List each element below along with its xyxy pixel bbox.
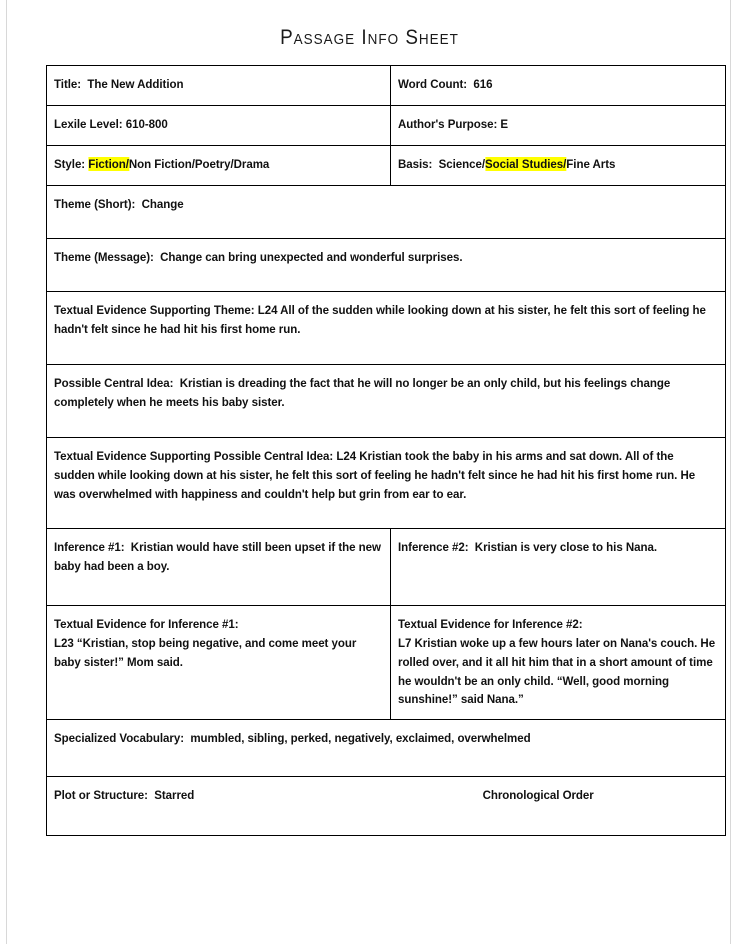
evidence-inference-1-label: Textual Evidence for Inference #1:	[54, 617, 239, 631]
cell-authors-purpose	[391, 106, 726, 146]
cell-lexile	[47, 106, 391, 146]
cell-evidence-inference-1	[47, 606, 391, 720]
cell-theme-short	[47, 186, 726, 239]
table-row-theme-short	[47, 186, 726, 239]
cell-title	[47, 66, 391, 106]
word-count-value: 616	[473, 77, 493, 91]
plot-structure-label: Plot or Structure:	[54, 788, 148, 802]
plot-structure-right-value: Chronological Order	[482, 788, 594, 802]
word-count-label: Word Count:	[398, 77, 468, 91]
cell-evidence-theme-text	[54, 301, 717, 339]
cell-vocabulary	[47, 720, 726, 777]
table-row-central-idea	[47, 365, 726, 438]
cell-theme-message-text	[54, 248, 717, 267]
cell-evidence-central-idea-text	[54, 447, 717, 504]
theme-message-label: Theme (Message):	[54, 250, 154, 264]
central-idea-value: Kristian is dreading the fact that he will no longer be an only child, but his feelings change completely when he meets his baby sister.	[54, 376, 671, 409]
title-label: Title:	[54, 77, 82, 91]
inference-1-value: Kristian would have still been upset if the new baby had been a boy.	[54, 540, 381, 573]
cell-evidence-theme	[47, 292, 726, 365]
vocabulary-value: mumbled, sibling, perked, negatively, exclaimed, overwhelmed	[190, 731, 531, 745]
lexile-value: 610-800	[125, 117, 168, 131]
cell-lexile-text	[54, 115, 382, 134]
basis-suffix: Fine Arts	[566, 157, 616, 171]
theme-short-value: Change	[141, 197, 184, 211]
table-row-plot-structure	[47, 777, 726, 836]
cell-inference-1	[47, 529, 391, 606]
cell-inference-2	[391, 529, 726, 606]
table-row-evidence-central-idea	[47, 438, 726, 529]
table-row-lexile	[47, 106, 726, 146]
basis-selected-highlight: Social Studies/	[485, 157, 567, 171]
cell-basis	[391, 146, 726, 186]
basis-prefix: Science/	[438, 157, 486, 171]
cell-title-text	[54, 75, 382, 94]
evidence-theme-value: L24 All of the sudden while looking down at his sister, he felt this sort of feeling he hadn't felt since he had hit his first home run.	[54, 303, 706, 336]
cell-inference-2-text	[398, 538, 717, 557]
plot-structure-left	[54, 786, 194, 805]
plot-structure-value: Starred	[154, 788, 195, 802]
vocabulary-label: Specialized Vocabulary:	[54, 731, 185, 745]
page-sheet	[6, 0, 731, 944]
table-row-inferences	[47, 529, 726, 606]
cell-word-count-text	[398, 75, 717, 94]
basis-label: Basis:	[398, 157, 433, 171]
cell-evidence-central-idea	[47, 438, 726, 529]
evidence-inference-2-value: L7 Kristian woke up a few hours later on Nana's couch. He rolled over, and it all hit him that in a short amount of time he wouldn't be an only child. “Well, good morning sunshine!” said Nana.”	[398, 635, 716, 707]
table-row-style	[47, 146, 726, 186]
cell-style	[47, 146, 391, 186]
cell-plot-structure-text	[54, 786, 717, 805]
cell-evidence-inference-1-text	[54, 615, 382, 672]
evidence-central-idea-value: L24 Kristian took the baby in his arms and sat down. All of the sudden while looking down at his sister, he felt this sort of feeling he hadn't felt since he had hit his first home run. He was overwhelmed with happiness and couldn't help but grin from ear to ear.	[54, 449, 696, 501]
inference-2-label: Inference #2:	[398, 540, 469, 554]
cell-basis-text	[398, 155, 717, 174]
style-other-options: Non Fiction/Poetry/Drama	[128, 157, 270, 171]
authors-purpose-value: E	[500, 117, 509, 131]
theme-message-value: Change can bring unexpected and wonderful surprises.	[160, 250, 463, 264]
evidence-central-idea-label: Textual Evidence Supporting Possible Central Idea:	[54, 449, 334, 463]
cell-evidence-inference-2-text	[398, 615, 717, 709]
evidence-inference-2-label: Textual Evidence for Inference #2:	[398, 617, 583, 631]
lexile-label: Lexile Level:	[54, 117, 123, 131]
table-row-evidence-theme	[47, 292, 726, 365]
cell-vocabulary-text	[54, 729, 717, 748]
authors-purpose-label: Author's Purpose:	[398, 117, 498, 131]
cell-style-text	[54, 155, 382, 174]
cell-theme-short-text	[54, 195, 717, 214]
evidence-theme-label: Textual Evidence Supporting Theme:	[54, 303, 255, 317]
cell-theme-message	[47, 239, 726, 292]
table-row-title	[47, 66, 726, 106]
page-title: Passage Info Sheet	[280, 26, 459, 49]
cell-central-idea	[47, 365, 726, 438]
central-idea-label: Possible Central Idea:	[54, 376, 174, 390]
cell-word-count	[391, 66, 726, 106]
inference-2-value: Kristian is very close to his Nana.	[474, 540, 657, 554]
inference-1-label: Inference #1:	[54, 540, 125, 554]
cell-central-idea-text	[54, 374, 717, 412]
cell-authors-purpose-text	[398, 115, 717, 134]
passage-info-table	[46, 65, 726, 836]
cell-evidence-inference-2	[391, 606, 726, 720]
cell-inference-1-text	[54, 538, 382, 576]
style-label: Style:	[54, 157, 86, 171]
theme-short-label: Theme (Short):	[54, 197, 136, 211]
evidence-inference-1-value: L23 “Kristian, stop being negative, and come meet your baby sister!” Mom said.	[54, 635, 357, 669]
table-row-inference-evidence	[47, 606, 726, 720]
cell-plot-structure	[47, 777, 726, 836]
table-row-theme-message	[47, 239, 726, 292]
table-row-vocabulary	[47, 720, 726, 777]
title-value: The New Addition	[87, 77, 184, 91]
style-selected-highlight: Fiction/	[88, 157, 129, 171]
